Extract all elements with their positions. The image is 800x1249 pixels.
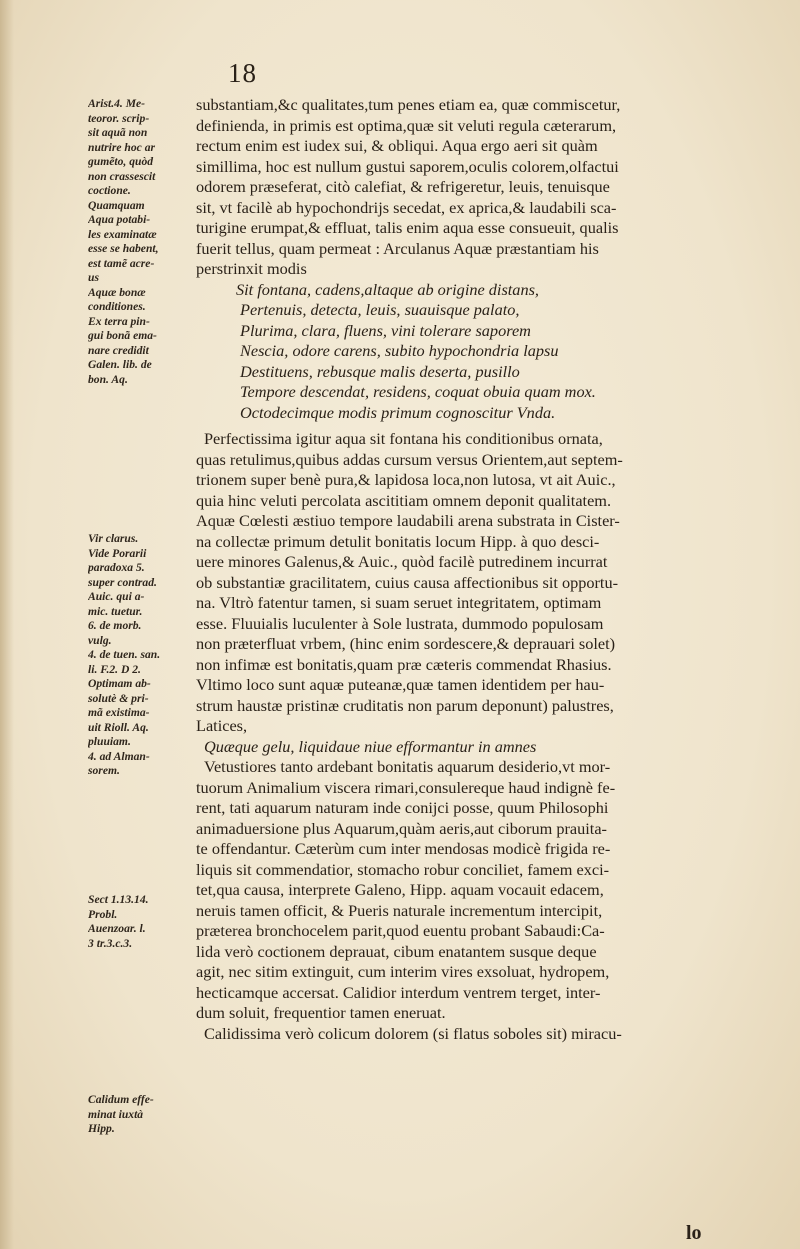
text-line: turigine erumpat,& effluat, talis enim aqua esse consueuit, qualis <box>196 218 619 237</box>
margin-note-line: Auenzoar. l. <box>88 922 146 935</box>
text-line: te offendantur. Cæterùm cum inter mendosas modicè frigida re- <box>196 839 611 858</box>
verse-line: Pertenuis, detecta, leuis, suauisque palato, <box>240 300 520 319</box>
verse-line: Quæque gelu, liquidaue niue efformantur in amnes <box>204 736 537 756</box>
margin-note-line: Aqua potabi- <box>88 213 151 226</box>
catchword: lo <box>686 1222 702 1244</box>
text-line: non infimæ est bonitatis,quam præ cæteris commendat Rhasius. <box>196 654 612 674</box>
text-line: liquis sit commendatior, stomacho robur conciliet, famem exci- <box>196 859 610 879</box>
verse-line: Nescia, odore carens, subito hypochondria lapsu <box>240 341 559 360</box>
margin-note-line: uit Rioll. Aq. <box>88 720 149 734</box>
margin-notes-1 <box>88 97 192 387</box>
verse-line: Plurima, clara, fluens, vini tolerare saporem <box>240 320 531 340</box>
margin-note-line: Vir clarus. <box>88 532 139 545</box>
margin-note-line: sit aquã non <box>88 126 148 139</box>
margin-note-line: vulg. <box>88 633 112 647</box>
margin-note-line: 3 tr.3.c.3. <box>88 936 133 950</box>
text-line: fuerit tellus, quam permeat : Arculanus Aquæ præstantiam his <box>196 238 599 258</box>
margin-note-line: paradoxa 5. <box>88 561 145 574</box>
margin-note-line: Probl. <box>88 907 118 921</box>
margin-note-line: non crassescit <box>88 169 156 183</box>
verse-line: Octodecimque modis primum cognoscitur Vnda. <box>240 402 556 422</box>
text-line: quia hinc veluti percolata ascititiam omnem deponit qualitatem. <box>196 490 612 510</box>
margin-notes-4 <box>88 1093 192 1137</box>
margin-note-line: Calidum effe- <box>88 1093 154 1106</box>
text-line: non præterfluat vrbem, (hinc enim sordescere,& deprauari solet) <box>196 634 616 653</box>
margin-note-line: Galen. lib. de <box>88 358 152 371</box>
margin-note-line: est tamẽ acre- <box>88 256 155 270</box>
margin-note-line: coctione. <box>88 184 131 197</box>
text-line: ob substantiæ gracilitatem, cuius causa affectionibus sit opportu- <box>196 572 619 592</box>
margin-note-line: Sect 1.13.14. <box>88 893 149 906</box>
text-line: sit, vt facilè ab hypochondrijs secedat, ex aprica,& laudabili sca- <box>196 197 617 217</box>
text-line: Aquæ Cœlesti æstiuo tempore laudabili arena substrata in Cister- <box>196 511 620 530</box>
text-line: Vetustiores tanto ardebant bonitatis aquarum desiderio,vt mor- <box>204 757 611 776</box>
verse-line: Tempore descendat, residens, coquat obuia quam mox. <box>240 382 596 401</box>
verse-line: Sit fontana, cadens,altaque ab origine distans, <box>236 279 539 299</box>
margin-note-line: 6. de morb. <box>88 619 142 632</box>
text-line: Vltimo loco sunt aquæ puteanæ,quæ tamen identidem per hau- <box>196 675 605 694</box>
margin-note-line: teoror. scrip- <box>88 111 150 125</box>
margin-note-line: 4. de tuen. san. <box>88 648 161 661</box>
text-line: agit, nec sitim extinguit, cum interim vires exsoluat, hydropem, <box>196 962 610 981</box>
margin-note-line: Ex terra pin- <box>88 314 150 328</box>
margin-note-line: li. F.2. D 2. <box>88 662 141 676</box>
page-spine-shadow <box>0 0 14 1249</box>
text-line: Perfectissima igitur aqua sit fontana his conditionibus ornata, <box>204 429 603 448</box>
text-line: perstrinxit modis <box>196 259 307 278</box>
margin-note-line: Arist.4. Me- <box>88 97 146 110</box>
text-line: quas retulimus,quibus addas cursum versus Orientem,aut septem- <box>196 449 623 469</box>
text-line: odorem præseferat, citò calefiat, & refrigeretur, leuis, tenuisque <box>196 177 610 196</box>
text-line: dum soluit, frequentior tamen eneruat. <box>196 1003 446 1022</box>
margin-note-line: mic. tuetur. <box>88 604 143 618</box>
text-line: na. Vltrò fatentur tamen, si suam seruet integritatem, optimam <box>196 593 602 612</box>
margin-note-line: 4. ad Alman- <box>88 749 150 763</box>
text-line: Latices, <box>196 716 248 735</box>
margin-note-line: Optimam ab- <box>88 677 151 690</box>
margin-notes-2 <box>88 532 192 779</box>
margin-notes-3 <box>88 893 192 951</box>
margin-note-line: nutrire hoc ar <box>88 140 156 154</box>
page-number: 18 <box>228 58 257 88</box>
margin-note-line: bon. Aq. <box>88 372 128 386</box>
margin-note-line: mã existima- <box>88 706 150 719</box>
text-line: definienda, in primis est optima,quæ sit veluti regula cæterarum, <box>196 115 617 135</box>
text-line: lida verò coctionem deprauat, cibum enatantem susque deque <box>196 941 597 961</box>
text-line: hecticamque accersat. Calidior interdum ventrem terget, inter- <box>196 982 601 1002</box>
margin-note-line: minat iuxtà <box>88 1107 144 1121</box>
text-line: tet,qua causa, interprete Galeno, Hipp. aquam vocauit edacem, <box>196 880 604 899</box>
margin-note-line: nare credidit <box>88 343 149 357</box>
margin-note-line: us <box>88 271 99 284</box>
text-line: Calidissima verò colicum dolorem (si flatus soboles sit) miracu- <box>204 1023 622 1043</box>
text-line: tuorum Animalium viscera rimari,consulereque haud indignè fe- <box>196 777 616 797</box>
margin-note-line: Aquæ bonæ <box>88 285 146 299</box>
text-line: rent, tati aquarum naturam inde conijci posse, quum Philosophi <box>196 798 609 817</box>
margin-note-line: Vide Porarii <box>88 546 147 560</box>
text-line: neruis tamen officit, & Pueris naturale incrementum intercipit, <box>196 900 603 920</box>
text-line: strum haustæ pristinæ cruditatis non parum deponunt) palustres, <box>196 695 614 715</box>
margin-note-line: gumẽto, quòd <box>88 155 154 168</box>
margin-note-line: super contrad. <box>88 575 157 589</box>
margin-note-line: esse se habent, <box>88 242 159 255</box>
text-line: trionem super benè pura,& lapidosa loca,non lutosa, vt ait Auic., <box>196 470 616 489</box>
margin-note-line: pluuiam. <box>88 735 131 748</box>
margin-note-line: solutè & pri- <box>88 691 149 705</box>
text-line: præterea bronchocelem parit,quod euentu probant Sabaudi:Ca- <box>196 921 605 940</box>
margin-note-line: conditiones. <box>88 300 146 313</box>
text-line: esse. Fluuialis luculenter à Sole lustrata, dummodo populosam <box>196 613 604 633</box>
text-line: uere minores Galenus,& Auic., quòd facilè putredinem incurrat <box>196 552 608 571</box>
margin-note-line: Hipp. <box>88 1122 115 1135</box>
margin-note-line: Quamquam <box>88 198 145 212</box>
text-line: na collectæ primum detulit bonitatis locum Hipp. à quo desci- <box>196 531 600 551</box>
text-line: animaduersione plus Aquarum,quàm aeris,aut ciborum prauita- <box>196 818 607 838</box>
verse-line: Destituens, rebusque malis deserta, pusillo <box>240 361 520 381</box>
text-line: substantiam,&c qualitates,tum penes etiam ea, quæ commiscetur, <box>196 95 621 114</box>
margin-note-line: sorem. <box>88 764 120 777</box>
margin-note-line: Auic. qui a- <box>88 590 145 603</box>
margin-note-line: gui bonã ema- <box>88 329 157 342</box>
text-line: rectum enim est iudex sui, & obliqui. Aqua ergo aeri sit quàm <box>196 136 598 155</box>
text-line: simillima, hoc est nullum gustui saporem,oculis colorem,olfactui <box>196 156 619 176</box>
margin-note-line: les examinatæ <box>88 227 157 241</box>
body-text <box>196 95 774 1044</box>
